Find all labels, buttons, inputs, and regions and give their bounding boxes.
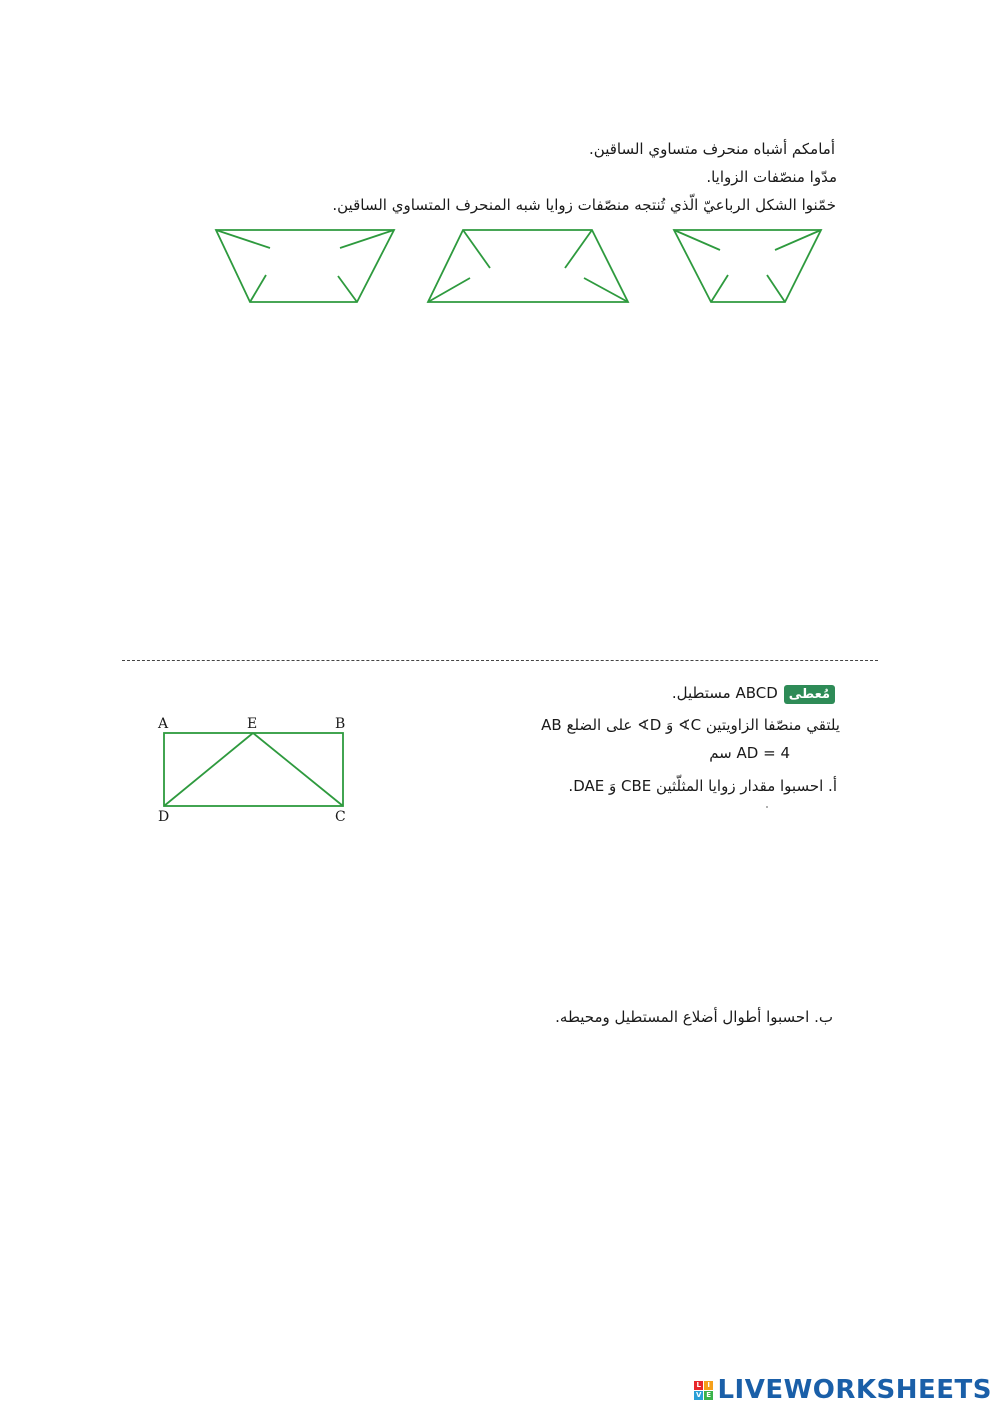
liveworksheets-logo-icon: L I V E [695, 1380, 712, 1399]
question2-part-a: أ. احسبوا مقدار زوايا المثلّثين CBE وَ DAE. [568, 777, 837, 795]
given-text: ABCD مستطيل. [671, 684, 778, 702]
trapezoid-middle [428, 230, 628, 302]
question1-line2: مدّوا منصّفات الزوايا. [706, 168, 837, 186]
trapezoid-left [216, 230, 394, 302]
question2-part-b: ب. احسبوا أطوال أضلاع المستطيل ومحيطه. [555, 1008, 833, 1026]
question1-line1: أمامكم أشباه منحرف متساوي الساقين. [589, 140, 835, 158]
vertex-label-e: E [247, 716, 258, 732]
vertex-label-d: D [158, 809, 170, 825]
trapezoid-right [674, 230, 821, 302]
vertex-label-a: A [158, 716, 169, 732]
question2-line3: AD = 4 سم [709, 744, 790, 762]
question2-line2: يلتقي منصّفا الزاويتين C∢ وَ D∢ على الضلع AB [541, 716, 840, 734]
vertex-label-c: C [335, 809, 346, 825]
stray-dot [766, 806, 768, 808]
vertex-label-b: B [335, 716, 346, 732]
question1-line3: خمّنوا الشكل الرباعيّ الّذي تُنتجه منصّفات زوايا شبه المنحرف المتساوي الساقين. [332, 196, 836, 214]
liveworksheets-brand[interactable] [694, 1375, 992, 1405]
given-statement [672, 684, 835, 704]
section-divider [122, 660, 878, 661]
given-badge: مُعطى [784, 685, 835, 704]
rectangle-abcd [164, 733, 343, 806]
brand-name: LIVEWORKSHEETS [717, 1375, 992, 1405]
